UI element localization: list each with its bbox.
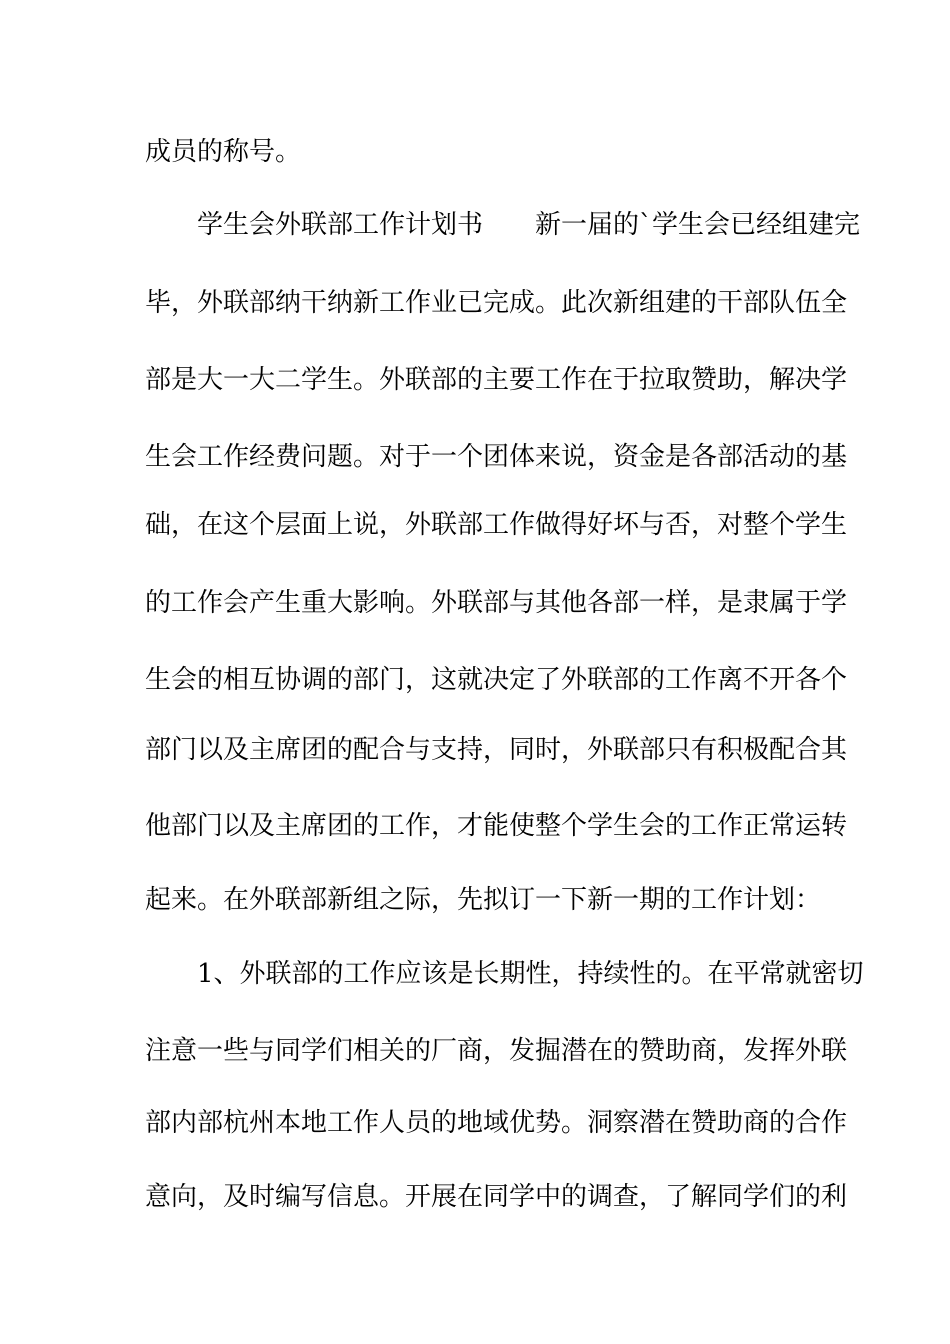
text-line-11: 起来。在外联部新组之际，先拟订一下新一期的工作计划：	[145, 885, 822, 915]
paragraph-start: 新一届的`学生会已经组建完	[535, 210, 861, 240]
text-line-7: 的工作会产生重大影响。外联部与其他各部一样，是隶属于学	[145, 588, 848, 618]
section-title: 学生会外联部工作计划书	[197, 210, 484, 240]
text-line-12: 1、外联部的工作应该是长期性，持续性的。在平常就密切	[197, 959, 864, 989]
text-line-15: 意向，及时编写信息。开展在同学中的调查，了解同学们的利	[145, 1182, 848, 1212]
text-line-2	[197, 205, 861, 245]
text-line-14: 部内部杭州本地工作人员的地域优势。洞察潜在赞助商的合作	[145, 1108, 848, 1138]
text-line-4: 部是大一大二学生。外联部的主要工作在于拉取赞助，解决学	[145, 365, 848, 395]
text-line-10: 他部门以及主席团的工作，才能使整个学生会的工作正常运转	[145, 811, 848, 841]
text-line-9: 部门以及主席团的配合与支持，同时，外联部只有积极配合其	[145, 735, 848, 765]
text-line-8: 生会的相互协调的部门，这就决定了外联部的工作离不开各个	[145, 665, 848, 695]
text-line-3: 毕，外联部纳干纳新工作业已完成。此次新组建的干部队伍全	[145, 288, 848, 318]
text-line-5: 生会工作经费问题。对于一个团体来说，资金是各部活动的基	[145, 442, 848, 472]
text-line-6: 础，在这个层面上说，外联部工作做得好坏与否，对整个学生	[145, 510, 848, 540]
text-line-1: 成员的称号。	[145, 137, 302, 167]
text-line-13: 注意一些与同学们相关的厂商，发掘潜在的赞助商，发挥外联	[145, 1036, 848, 1066]
